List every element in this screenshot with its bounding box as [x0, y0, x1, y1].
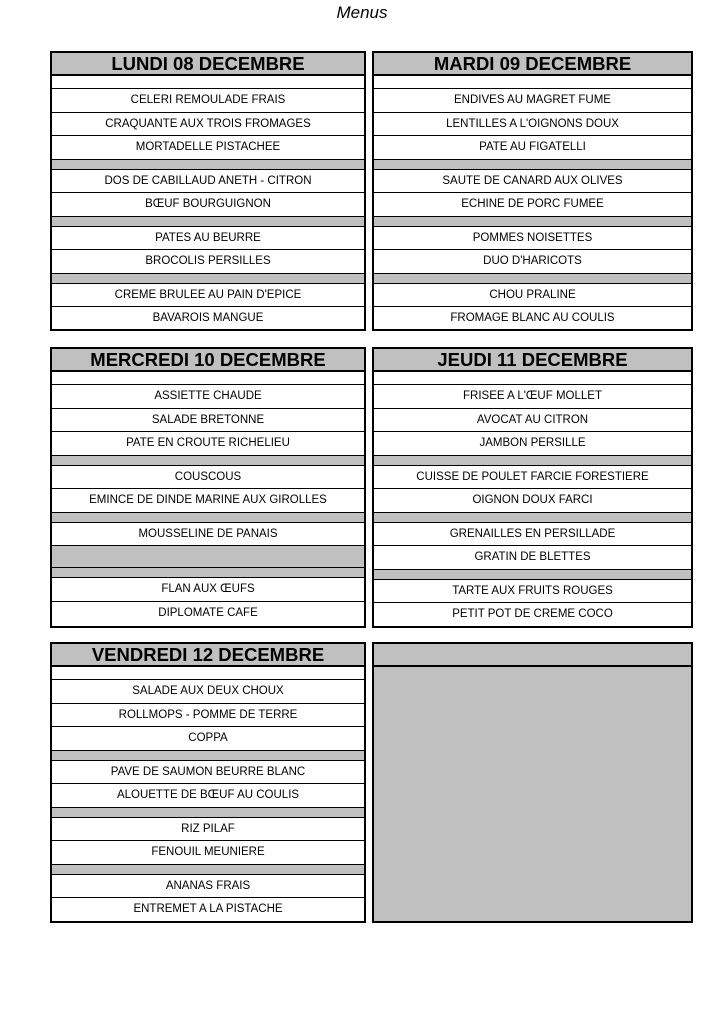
- menu-item: PAVE DE SAUMON BEURRE BLANC: [52, 761, 364, 785]
- course-separator: [374, 513, 691, 523]
- menu-item: ROLLMOPS - POMME DE TERRE: [52, 704, 364, 728]
- empty-menu-block: [372, 642, 693, 923]
- menu-rows: [52, 76, 364, 331]
- spacer-row: [374, 76, 691, 89]
- menu-item: SALADE BRETONNE: [52, 409, 364, 433]
- empty-menu-row: [52, 546, 364, 568]
- empty-header: [374, 644, 691, 667]
- menu-item: LENTILLES A L'OIGNONS DOUX: [374, 113, 691, 137]
- menu-item: COUSCOUS: [52, 466, 364, 490]
- day-header: MERCREDI 10 DECEMBRE: [52, 349, 364, 372]
- menu-item: ENTREMET A LA PISTACHE: [133, 903, 283, 915]
- menu-item: OIGNON DOUX FARCI: [374, 489, 691, 513]
- menu-item: FRISEE A L'ŒUF MOLLET: [374, 385, 691, 409]
- menu-item: CREME BRULEE AU PAIN D'EPICE: [52, 284, 364, 308]
- menu-item: PATE EN CROUTE RICHELIEU: [52, 432, 364, 456]
- day-menu-lundi: [50, 51, 366, 331]
- spacer-row: [52, 372, 364, 385]
- menu-item: POMMES NOISETTES: [374, 227, 691, 251]
- day-menu-mardi: [372, 51, 693, 331]
- course-separator: [374, 456, 691, 466]
- course-separator: [52, 217, 364, 227]
- menu-item: DOS DE CABILLAUD ANETH - CITRON: [52, 170, 364, 194]
- menu-item: DUO D'HARICOTS: [374, 250, 691, 274]
- menu-item: JAMBON PERSILLE: [374, 432, 691, 456]
- day-menu-mercredi: [50, 347, 366, 628]
- course-separator: [374, 570, 691, 580]
- page-title: Menus: [336, 3, 388, 22]
- menu-item: BROCOLIS PERSILLES: [52, 250, 364, 274]
- menu-item: DIPLOMATE CAFE: [158, 606, 258, 619]
- course-separator: [52, 456, 364, 466]
- spacer-row: [52, 76, 364, 89]
- menu-item: CHOU PRALINE: [374, 284, 691, 308]
- menu-item: ANANAS FRAIS: [52, 875, 364, 899]
- menu-item: BŒUF BOURGUIGNON: [52, 193, 364, 217]
- menu-rows: [52, 667, 364, 922]
- menu-item: CELERI REMOULADE FRAIS: [52, 89, 364, 113]
- course-separator: [52, 751, 364, 761]
- course-separator: [52, 808, 364, 818]
- course-separator: [374, 160, 691, 170]
- menu-item: PETIT POT DE CREME COCO: [452, 608, 613, 620]
- day-menu-vendredi: [50, 642, 366, 923]
- menu-item: FLAN AUX ŒUFS: [52, 578, 364, 602]
- menu-item: BAVAROIS MANGUE: [152, 312, 264, 324]
- menu-item: FROMAGE BLANC AU COULIS: [450, 312, 615, 324]
- day-header: MARDI 09 DECEMBRE: [374, 53, 691, 76]
- day-header: LUNDI 08 DECEMBRE: [52, 53, 364, 76]
- spacer-row: [52, 667, 364, 680]
- course-separator: [52, 865, 364, 875]
- menu-item: ENDIVES AU MAGRET FUME: [374, 89, 691, 113]
- day-header: VENDREDI 12 DECEMBRE: [52, 644, 364, 667]
- menu-item: CUISSE DE POULET FARCIE FORESTIERE: [374, 466, 691, 490]
- course-separator: [374, 274, 691, 284]
- menu-item: GRATIN DE BLETTES: [374, 546, 691, 570]
- day-menu-jeudi: [372, 347, 693, 628]
- menu-item: TARTE AUX FRUITS ROUGES: [374, 580, 691, 604]
- menu-item: GRENAILLES EN PERSILLADE: [374, 523, 691, 547]
- menu-item: SAUTE DE CANARD AUX OLIVES: [374, 170, 691, 194]
- menu-item: EMINCE DE DINDE MARINE AUX GIROLLES: [52, 489, 364, 513]
- spacer-row: [374, 372, 691, 385]
- menu-item: AVOCAT AU CITRON: [374, 409, 691, 433]
- menu-item: CRAQUANTE AUX TROIS FROMAGES: [52, 113, 364, 137]
- menu-item: ECHINE DE PORC FUMEE: [374, 193, 691, 217]
- menu-item: COPPA: [52, 727, 364, 751]
- menu-rows: [374, 372, 691, 627]
- menu-item: SALADE AUX DEUX CHOUX: [52, 680, 364, 704]
- menu-item: MORTADELLE PISTACHEE: [52, 136, 364, 160]
- menu-item: PATES AU BEURRE: [52, 227, 364, 251]
- menu-rows: [374, 76, 691, 331]
- day-header: JEUDI 11 DECEMBRE: [374, 349, 691, 372]
- menu-item: MOUSSELINE DE PANAIS: [52, 523, 364, 547]
- menu-item: RIZ PILAF: [52, 818, 364, 842]
- course-separator: [52, 568, 364, 578]
- menu-item: ALOUETTE DE BŒUF AU COULIS: [52, 784, 364, 808]
- course-separator: [52, 274, 364, 284]
- course-separator: [52, 160, 364, 170]
- course-separator: [374, 217, 691, 227]
- menu-rows: [52, 372, 364, 625]
- menu-item: PATE AU FIGATELLI: [374, 136, 691, 160]
- menu-item: ASSIETTE CHAUDE: [52, 385, 364, 409]
- course-separator: [52, 513, 364, 523]
- menu-item: FENOUIL MEUNIERE: [52, 841, 364, 865]
